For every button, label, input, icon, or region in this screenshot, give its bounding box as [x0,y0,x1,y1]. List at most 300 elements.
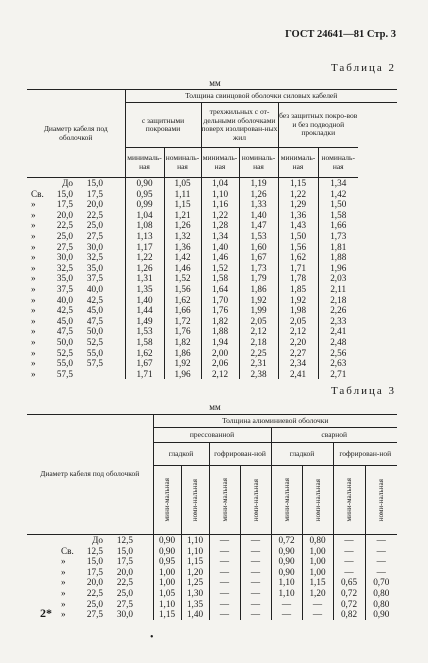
table3-sub-header: мини-мальная [220,478,229,522]
cell-value: 1,71 [278,263,318,274]
cell-value: 1,15 [153,609,181,620]
diameter-range [27,369,125,380]
diameter-part: 42,5 [56,305,73,316]
cell-value: 1,00 [302,556,333,567]
diameter-part: 45,0 [56,315,73,326]
diameter-part: » [31,230,36,241]
table-row [27,305,397,316]
cell-value: 1,70 [201,295,239,306]
table-row [27,567,397,578]
diameter-part: 22,5 [86,587,103,598]
cell-value: 1,25 [181,577,209,588]
table3-sub-header: мини-мальная [345,478,353,522]
cell-value: 1,67 [239,252,278,263]
cell-value: 1,76 [201,305,239,316]
cell-value: 1,46 [164,263,201,274]
cell-value: — [271,599,302,610]
cell-value: 1,86 [239,284,278,295]
cell-value: 1,04 [125,210,164,221]
cell-value: 1,19 [239,178,278,189]
cell-value: — [365,556,397,567]
diameter-part: 40,0 [86,283,103,294]
cell-value: 1,08 [125,220,164,231]
cell-value: 1,10 [181,535,209,546]
cell-value: 1,79 [239,273,278,284]
cell-value: 2,12 [201,369,239,380]
table2-sub-header: минималь-ная [278,148,318,178]
table2-sub-header: номиналь-ная [318,148,358,178]
diameter-part: 20,0 [86,199,103,210]
cell-value: 1,32 [164,231,201,242]
diameter-part: 45,0 [86,305,103,316]
cell-value: 2,20 [278,337,318,348]
cell-value: — [209,567,240,578]
cell-value: — [333,535,365,546]
diameter-part: 15,0 [86,556,103,567]
diameter-part: 15,0 [116,545,133,556]
cell-value: 1,76 [164,326,201,337]
diameter-part: » [31,326,36,337]
cell-value: 2,71 [318,369,358,380]
cell-value: 0,72 [271,535,302,546]
diameter-part: 15,0 [86,178,103,188]
diameter-part: 57,5 [86,358,103,369]
cell-value: 1,42 [164,252,201,263]
cell-value: — [240,609,271,620]
table-row [27,178,397,189]
diameter-part: 50,0 [86,326,103,337]
cell-value: 1,71 [125,369,164,380]
table-row [27,369,397,380]
cell-value: 2,25 [239,348,278,359]
table3-units: мм [209,402,221,412]
cell-value: 1,56 [278,242,318,253]
cell-value: 0,99 [125,199,164,210]
cell-value: — [302,599,333,610]
diameter-range [27,210,125,221]
diameter-part: 27,5 [56,241,73,252]
cell-value: 1,00 [153,577,181,588]
table3-sub-header: номи-нальная [313,478,322,522]
cell-value: — [271,609,302,620]
cell-value: 1,52 [164,273,201,284]
cell-value: 1,04 [201,178,239,189]
cell-value: 1,94 [201,337,239,348]
table2-sub-header: номиналь-ная [164,148,201,178]
cell-value: 1,15 [164,199,201,210]
cell-value: 1,20 [181,567,209,578]
cell-value: — [240,567,271,578]
diameter-part: » [61,587,66,598]
table2-row-header: Диаметр кабеля под оболочкой [27,90,125,178]
cell-value: 1,85 [278,284,318,295]
table-row [27,577,397,588]
cell-value: 2,12 [278,326,318,337]
cell-value: 0,72 [333,599,365,610]
cell-value: 1,11 [164,189,201,200]
cell-value: 0,90 [271,546,302,557]
diameter-part: » [31,241,36,252]
diameter-part: 27,5 [116,598,133,609]
cell-value: 0,70 [365,577,397,588]
cell-value: 1,05 [153,588,181,599]
cell-value: 1,62 [164,295,201,306]
diameter-range [27,199,125,210]
table-row [27,599,397,610]
cell-value: — [209,609,240,620]
diameter-part: 50,0 [56,336,73,347]
cell-value: 1,50 [278,231,318,242]
table3-row-header: Диаметр кабеля под оболочкой [27,415,153,535]
cell-value: 1,66 [164,305,201,316]
cell-value: 2,06 [201,358,239,369]
diameter-part: » [31,347,36,358]
table2-sub-header: минималь-ная [201,148,239,178]
diameter-range [27,273,125,284]
diameter-part: 22,5 [116,577,133,588]
table2-sub-header: номиналь-ная [239,148,278,178]
cell-value: 1,42 [318,189,358,200]
cell-value: 1,26 [164,220,201,231]
cell-value: — [209,535,240,546]
cell-value: 2,63 [318,358,358,369]
cell-value: — [240,599,271,610]
cell-value: 1,22 [125,252,164,263]
cell-value: 1,92 [278,295,318,306]
cell-value: 0,95 [125,189,164,200]
cell-value: 0,80 [302,535,333,546]
cell-value: 1,21 [164,210,201,221]
cell-value: 1,22 [278,189,318,200]
cell-value: 1,44 [125,305,164,316]
diameter-part: 25,0 [56,230,73,241]
diameter-part: 37,5 [86,273,103,284]
cell-value: 0,90 [153,546,181,557]
diameter-part: Св. [31,188,44,199]
diameter-part: 17,5 [86,566,103,577]
cell-value: 1,10 [271,588,302,599]
diameter-part: 12,5 [116,535,133,545]
cell-value: 1,40 [239,210,278,221]
diameter-part: 17,5 [116,556,133,567]
cell-value: 1,35 [181,599,209,610]
cell-value: 1,00 [302,546,333,557]
diameter-part: 35,0 [86,262,103,273]
cell-value: 2,41 [278,369,318,380]
diameter-part: » [61,577,66,588]
cell-value: 1,66 [318,220,358,231]
diameter-part: 25,0 [86,598,103,609]
cell-value: 1,10 [181,546,209,557]
diameter-range [27,242,125,253]
cell-value: — [365,567,397,578]
cell-value: 1,20 [302,588,333,599]
diameter-part: » [31,273,36,284]
cell-value: — [365,535,397,546]
cell-value: 1,92 [239,295,278,306]
cell-value: 1,81 [318,242,358,253]
standard-code: ГОСТ 24641—81 [285,29,365,40]
cell-value: 1,58 [125,337,164,348]
diameter-part: 47,5 [86,315,103,326]
cell-value: 1,15 [278,178,318,189]
cell-value: — [333,546,365,557]
cell-value: 1,58 [201,273,239,284]
cell-value: 1,62 [125,348,164,359]
diameter-range [27,316,125,327]
cell-value: 2,05 [278,316,318,327]
diameter-part: 30,0 [86,241,103,252]
cell-value: — [302,609,333,620]
diameter-range [27,252,125,263]
cell-value: 0,90 [271,556,302,567]
cell-value: 1,00 [153,567,181,578]
diameter-part: » [31,294,36,305]
table-row [27,358,397,369]
table3-subgroup-header: гладкой [153,443,209,466]
diameter-part: 52,5 [56,347,73,358]
diameter-part: » [61,609,66,620]
cell-value: 1,98 [278,305,318,316]
cell-value: 1,40 [125,295,164,306]
diameter-part: 15,0 [56,188,73,199]
table-row [27,295,397,306]
cell-value: 1,53 [125,326,164,337]
cell-value: — [209,546,240,557]
cell-value: 2,18 [318,295,358,306]
cell-value: 2,38 [239,369,278,380]
diameter-part: 32,5 [86,252,103,263]
cell-value: 1,64 [201,284,239,295]
cell-value: 1,86 [164,348,201,359]
cell-value: 1,82 [201,316,239,327]
table-row [27,326,397,337]
cell-value: 1,78 [278,273,318,284]
diameter-part: » [31,358,36,369]
diameter-part: 37,5 [56,283,73,294]
diameter-part: 40,0 [56,294,73,305]
cell-value: 1,88 [318,252,358,263]
table-row [27,535,397,546]
diameter-range [27,577,153,588]
cell-value: — [240,535,271,546]
diameter-part: 47,5 [56,326,73,337]
cell-value: 1,40 [201,242,239,253]
cell-value: 1,30 [181,588,209,599]
diameter-range [27,295,125,306]
cell-value: 1,36 [164,242,201,253]
cell-value: 2,05 [239,316,278,327]
diameter-part: » [31,315,36,326]
cell-value: — [240,588,271,599]
diameter-range [27,220,125,231]
cell-value: — [209,599,240,610]
cell-value: 1,10 [201,189,239,200]
diameter-part: До [62,178,73,188]
cell-value: 0,65 [333,577,365,588]
cell-value: 0,90 [153,535,181,546]
cell-value: 2,27 [278,348,318,359]
cell-value: 0,82 [333,609,365,620]
diameter-part: 32,5 [56,262,73,273]
cell-value: 0,80 [365,599,397,610]
cell-value: 1,28 [201,220,239,231]
cell-value: 2,56 [318,348,358,359]
table-row [27,210,397,221]
diameter-part: » [61,598,66,609]
cell-value: 2,26 [318,305,358,316]
diameter-part: 20,0 [56,209,73,220]
cell-value: 1,10 [153,599,181,610]
diameter-range [27,284,125,295]
diameter-range [27,588,153,599]
diameter-range [27,231,125,242]
diameter-part: » [61,566,66,577]
cell-value: 1,96 [164,369,201,380]
cell-value: 2,33 [318,316,358,327]
cell-value: 0,90 [365,609,397,620]
cell-value: 1,05 [164,178,201,189]
cell-value: — [333,567,365,578]
cell-value: 1,67 [125,358,164,369]
cell-value: 1,92 [164,358,201,369]
cell-value: 2,31 [239,358,278,369]
diameter-part: » [61,556,66,567]
diameter-part: » [31,336,36,347]
cell-value: 1,53 [239,231,278,242]
table-row [27,220,397,231]
table-row [27,252,397,263]
cell-value: 1,00 [302,567,333,578]
cell-value: 2,11 [318,284,358,295]
table2-group-header: трехжильных с от-дельными оболочками поверх изолирован-ных жил [201,103,278,148]
table-row [27,316,397,327]
cell-value: — [365,546,397,557]
table-row [27,231,397,242]
table2-group-header: без защитных покро-вов и без подводной прокладки [278,103,358,148]
cell-value: 1,43 [278,220,318,231]
table2-main-header: Толщина свинцовой оболочки силовых кабелей [125,90,397,103]
diameter-part: 42,5 [86,294,103,305]
page-number: Стр. 3 [366,29,396,40]
cell-value: 1,36 [278,210,318,221]
cell-value: — [209,556,240,567]
diameter-part: 20,0 [116,566,133,577]
cell-value: 2,12 [239,326,278,337]
diameter-part: 30,0 [56,252,73,263]
cell-value: 0,90 [125,178,164,189]
cell-value: 1,52 [201,263,239,274]
diameter-part: 27,5 [86,609,103,620]
table-row [27,189,397,200]
diameter-range [27,358,125,369]
diameter-range [27,567,153,578]
diameter-part: 55,0 [56,358,73,369]
diameter-part: » [31,220,36,231]
cell-value: — [240,556,271,567]
table-row [27,556,397,567]
diameter-part: » [31,368,36,379]
cell-value: 1,73 [239,263,278,274]
diameter-part: » [31,252,36,263]
table3-sub-header: номи-нальная [251,478,260,522]
table3-sub-header: номи-нальная [377,478,386,522]
table2-sub-header: минималь-ная [125,148,164,178]
cell-value: 1,50 [318,199,358,210]
table-row [27,546,397,557]
cell-value: — [333,556,365,567]
diameter-part: Св. [61,545,74,556]
cell-value: 1,73 [318,231,358,242]
cell-value: 1,15 [181,556,209,567]
table3-sub-header: мини-мальная [163,478,171,522]
cell-value: 1,33 [239,199,278,210]
cell-value: 0,72 [333,588,365,599]
diameter-range [27,326,125,337]
footer-dot: • [150,632,154,643]
table-row [27,199,397,210]
diameter-part: » [31,199,36,210]
cell-value: 2,34 [278,358,318,369]
cell-value: 1,96 [318,263,358,274]
table2 [27,89,397,379]
diameter-part: 35,0 [56,273,73,284]
cell-value: 1,16 [201,199,239,210]
table3-sub-header: мини-мальная [282,478,291,522]
table2-units: мм [209,78,221,88]
cell-value: 1,46 [201,252,239,263]
cell-value: 1,49 [125,316,164,327]
table-row [27,337,397,348]
diameter-range [27,535,153,546]
diameter-part: 25,0 [86,220,103,231]
cell-value: 2,48 [318,337,358,348]
diameter-range [27,305,125,316]
cell-value: 1,72 [164,316,201,327]
cell-value: 2,18 [239,337,278,348]
cell-value: 1,99 [239,305,278,316]
diameter-part: 52,5 [86,336,103,347]
cell-value: 1,29 [278,199,318,210]
diameter-range [27,546,153,557]
diameter-part: 12,5 [86,545,103,556]
table2-caption: Таблица 2 [330,62,396,74]
diameter-part: » [31,283,36,294]
cell-value: 0,80 [365,588,397,599]
table3-subgroup-header: гофрирован-ной [333,443,397,466]
table3-sub-header: номи-нальная [191,478,199,522]
cell-value: 0,95 [153,556,181,567]
cell-value: 1,35 [125,284,164,295]
diameter-part: 57,5 [56,368,73,379]
cell-value: 1,34 [318,178,358,189]
cell-value: 1,82 [164,337,201,348]
cell-value: 2,03 [318,273,358,284]
table-row [27,284,397,295]
diameter-range [27,348,125,359]
cell-value: — [240,577,271,588]
table3-main-header: Толщина алюминиевой оболочки [153,415,397,428]
table-row [27,588,397,599]
diameter-part: 27,5 [86,230,103,241]
diameter-part: 22,5 [56,220,73,231]
cell-value: 1,56 [164,284,201,295]
table-row [27,273,397,284]
diameter-part: » [31,305,36,316]
diameter-part: » [31,262,36,273]
cell-value: 1,58 [318,210,358,221]
table2-group-header: с защитными покровами [125,103,201,148]
